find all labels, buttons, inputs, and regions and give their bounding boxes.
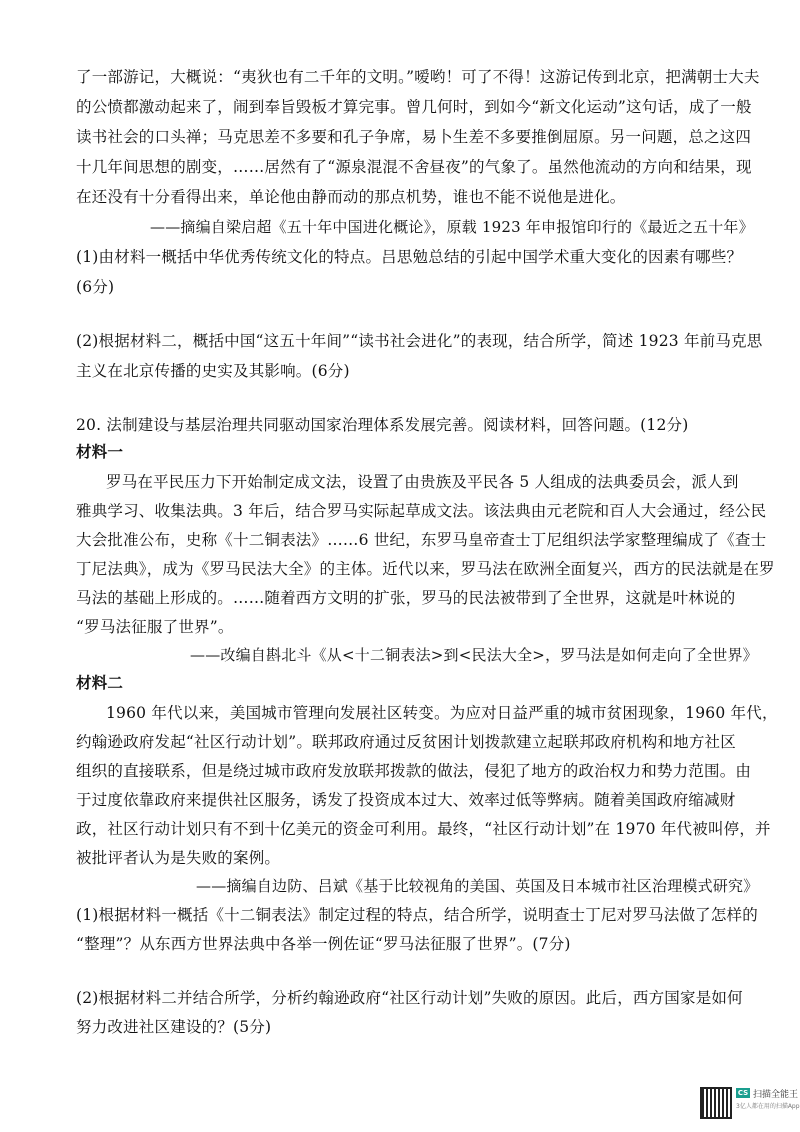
material-2-heading: 材料二 [76, 673, 124, 692]
material-1-line: 罗马在平民压力下开始制定成文法，设置了由贵族及平民各 5 人组成的法典委员会，派人到 [106, 473, 739, 491]
passage-line: 在还没有十分看得出来，单论他由静而动的那点机势，谁也不能不说他是进化。 [76, 188, 626, 206]
question-20-title: 20. 法制建设与基层治理共同驱动国家治理体系发展完善。阅读材料，回答问题。(12分) [76, 416, 689, 434]
material-1-line: 马法的基础上形成的。……随着西方文明的扩张，罗马的民法被带到了全世界，这就是叶林说的 [76, 589, 736, 607]
material-1-line: 大会批准公布，史称《十二铜表法》……6 世纪，东罗马皇帝查士丁尼组织法学家整理编成了《查士 [76, 531, 767, 549]
qr-code-icon [700, 1087, 732, 1119]
material-1-source: ——改编自斟北斗《从<十二铜表法>到<民法大全>，罗马法是如何走向了全世界》 [190, 646, 758, 664]
material-2-line: 1960 年代以来，美国城市管理向发展社区转变。为应对日益严重的城市贫困现象，1960 年代， [106, 704, 778, 722]
question-20-2-cont: 努力改进社区建设的？(5分) [76, 1018, 272, 1036]
watermark-title: 扫描全能王 [753, 1090, 799, 1100]
material-2-source: ——摘编自边防、吕斌《基于比较视角的美国、英国及日本城市社区治理模式研究》 [196, 877, 759, 895]
material-1-line: 丁尼法典》，成为《罗马民法大全》的主体。近代以来，罗马法在欧洲全面复兴，西方的民法就是在罗 [76, 560, 775, 578]
camscanner-logo-icon: CS [737, 1089, 749, 1097]
watermark-subtitle: 3亿人都在用的扫描App [736, 1103, 800, 1110]
passage-line: 的公愤都激动起来了，闹到奉旨毁板才算完事。曾几何时，到如今“新文化运动”这句话，成了一般 [76, 98, 752, 116]
material-2-line: 于过度依靠政府来提供社区服务，诱发了投资成本过大、效率过低等弊病。随着美国政府缩减财 [76, 791, 736, 809]
question-20-1: (1)根据材料一概括《十二铜表法》制定过程的特点，结合所学，说明查士丁尼对罗马法做了怎样的 [76, 906, 758, 924]
question-19-1: (1)由材料一概括中华优秀传统文化的特点。吕思勉总结的引起中国学术重大变化的因素有哪些？ [76, 248, 743, 266]
passage-line: 十几年间思想的剧变，……居然有了“源泉混混不舍昼夜”的气象了。虽然他流动的方向和结果，现 [76, 158, 752, 176]
material-2-line: 被批评者认为是失败的案例。 [76, 849, 281, 867]
material-2-line: 约翰逊政府发起“社区行动计划”。联邦政府通过反贫困计划拨款建立起联邦政府机构和地方社区 [76, 733, 736, 751]
passage-line: 了一部游记，大概说：“夷狄也有二千年的文明。”嗳哟！可了不得！这游记传到北京，把满朝士大夫 [76, 68, 760, 86]
source-citation: ——摘编自梁启超《五十年中国进化概论》，原载 1923 年申报馆印行的《最近之五十年》 [150, 218, 754, 236]
question-19-2-cont: 主义在北京传播的史实及其影响。(6分) [76, 362, 350, 380]
material-1-heading: 材料一 [76, 442, 124, 461]
scanner-watermark [700, 1085, 800, 1125]
material-1-line: 雅典学习、收集法典。3 年后，结合罗马实际起草成文法。该法典由元老院和百人大会通过，经公民 [76, 502, 767, 520]
material-2-line: 组织的直接联系，但是绕过城市政府发放联邦拨款的做法，侵犯了地方的政治权力和势力范围。由 [76, 762, 752, 780]
material-1-line: “罗马法征服了世界”。 [76, 618, 234, 636]
question-19-1-score: (6分) [76, 278, 115, 296]
question-19-2: (2)根据材料二，概括中国“这五十年间”“读书社会进化”的表现，结合所学，简述 1923 年前马克思 [76, 332, 763, 350]
passage-line: 读书社会的口头禅；马克思差不多要和孔子争席，易卜生差不多要推倒屈原。另一问题，总之这四 [76, 128, 752, 146]
question-20-1-cont: “整理”？从东西方世界法典中各举一例佐证“罗马法征服了世界”。(7分) [76, 935, 571, 953]
question-20-2: (2)根据材料二并结合所学，分析约翰逊政府“社区行动计划”失败的原因。此后，西方国家是如何 [76, 989, 743, 1007]
material-2-line: 政，社区行动计划只有不到十亿美元的资金可利用。最终，“社区行动计划”在 1970 年代被叫停，并 [76, 820, 771, 838]
